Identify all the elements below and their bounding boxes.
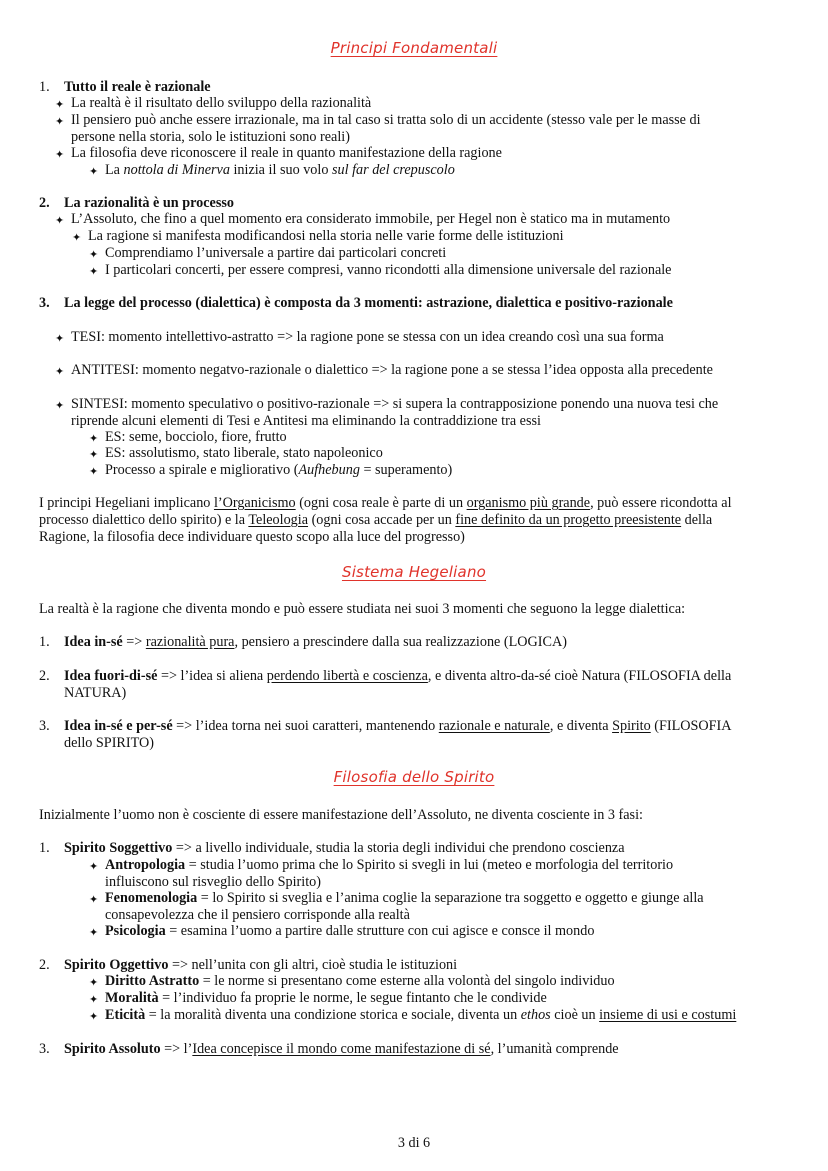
page-number: 3 di 6 xyxy=(397,1135,431,1151)
bullet-text: La realtà è il risultato dello sviluppo della razionalità xyxy=(71,95,372,111)
bullet-text-sintesi: SINTESI: momento speculativo o positivo-razionale => si supera la contrapposizione ponendo una nuova tesi che xyxy=(71,396,719,412)
bullet-icon: ✦ xyxy=(89,249,99,261)
list-text: Spirito Oggettivo => nell’unita con gli altri, cioè studia le istituzioni xyxy=(64,957,458,973)
bullet-text: La nottola di Minerva inizia il suo volo sul far del crepuscolo xyxy=(105,162,455,178)
bullet-icon: ✦ xyxy=(55,400,65,412)
paragraph-line: Ragione, la filosofia dece individuare questo scopo alla luce del progresso) xyxy=(39,529,465,545)
bullet-text: La ragione si manifesta modificandosi nella storia nelle varie forme delle istituzioni xyxy=(88,228,564,244)
list-number: 3. xyxy=(39,718,50,734)
list-text-cont: dello SPIRITO) xyxy=(64,735,154,751)
list-text: Idea in-sé => razionalità pura, pensiero a prescindere dalla sua realizzazione (LOGICA) xyxy=(64,634,567,650)
bullet-icon: ✦ xyxy=(89,449,99,461)
bullet-text: La filosofia deve riconoscere il reale in quanto manifestazione della ragione xyxy=(71,145,502,161)
bullet-icon: ✦ xyxy=(89,266,99,278)
bullet-text-cont: influiscono sul risveglio dello Spirito) xyxy=(105,874,321,890)
bullet-icon: ✦ xyxy=(55,366,65,378)
bullet-text-cont: riprende alcuni elementi di Tesi e Antitesi ma eliminando la contraddizione tra essi xyxy=(71,413,541,429)
bullet-text: I particolari concerti, per essere compresi, vanno ricondotti alla dimensione universale del razionale xyxy=(105,262,672,278)
list-number: 1. xyxy=(39,634,50,650)
bullet-text: ES: assolutismo, stato liberale, stato napoleonico xyxy=(105,445,383,461)
bullet-icon: ✦ xyxy=(89,894,99,906)
bullet-text: Processo a spirale e migliorativo (Aufhebung = superamento) xyxy=(105,462,453,478)
bullet-text: ES: seme, bocciolo, fiore, frutto xyxy=(105,429,287,445)
list-text: Spirito Soggettivo => a livello individuale, studia la storia degli individui che prendono coscienza xyxy=(64,840,625,856)
bullet-icon: ✦ xyxy=(89,977,99,989)
bullet-text: Moralità = l’individuo fa proprie le norme, le segue fintanto che le condivide xyxy=(105,990,547,1006)
list-text: Idea fuori-di-sé => l’idea si aliena perdendo libertà e coscienza, e diventa altro-da-sé cioè Natura (FILOSOFIA della xyxy=(64,668,732,684)
bullet-icon: ✦ xyxy=(89,1011,99,1023)
list-number: 3. xyxy=(39,1041,50,1057)
bullet-icon: ✦ xyxy=(89,166,99,178)
bullet-text: Psicologia = esamina l’uomo a partire dalle strutture con cui agisce e consce il mondo xyxy=(105,923,595,939)
bullet-text: Antropologia = studia l’uomo prima che lo Spirito si svegli in lui (meteo e morfologia del territorio xyxy=(105,857,674,873)
list-number: 1. xyxy=(39,840,50,856)
bullet-icon: ✦ xyxy=(55,215,65,227)
list-heading: La razionalità è un processo xyxy=(64,195,234,211)
bullet-icon: ✦ xyxy=(89,994,99,1006)
paragraph-line: processo dialettico dello spirito) e la Teleologia (ogni cosa accade per un fine definito da un progetto preesistente della xyxy=(39,512,713,528)
list-text: Spirito Assoluto => l’Idea concepisce il mondo come manifestazione di sé, l’umanità comprende xyxy=(64,1041,619,1057)
paragraph-line: Inizialmente l’uomo non è cosciente di essere manifestazione dell’Assoluto, ne diventa cosciente in 3 fasi: xyxy=(39,807,643,823)
bullet-text: Fenomenologia = lo Spirito si sveglia e l’anima coglie la separazione tra soggetto e oggetto e giunge alla xyxy=(105,890,704,906)
bullet-icon: ✦ xyxy=(89,466,99,478)
list-text: Idea in-sé e per-sé => l’idea torna nei suoi caratteri, mantenendo razionale e naturale, e diventa Spirito (FILOSOFIA xyxy=(64,718,732,734)
section-title-sistema: Sistema Hegeliano xyxy=(341,563,487,581)
bullet-icon: ✦ xyxy=(89,433,99,445)
section-title-principi: Principi Fondamentali xyxy=(330,39,498,57)
paragraph-line: I principi Hegeliani implicano l’Organicismo (ogni cosa reale è parte di un organismo più grande, può essere ricondotta al xyxy=(39,495,732,511)
paragraph-line: La realtà è la ragione che diventa mondo e può essere studiata nei suoi 3 momenti che seguono la legge dialettica: xyxy=(39,601,686,617)
bullet-text: Il pensiero può anche essere irrazionale, ma in tal caso si tratta solo di un accidente (stesso vale per le masse di xyxy=(71,112,701,128)
list-number: 2. xyxy=(39,957,50,973)
list-text-cont: NATURA) xyxy=(64,685,127,701)
bullet-text: Comprendiamo l’universale a partire dai particolari concreti xyxy=(105,245,447,261)
bullet-text-cont: consapevolezza che il pensiero corrisponde alla realtà xyxy=(105,907,410,923)
list-heading: La legge del processo (dialettica) è composta da 3 momenti: astrazione, dialettica e positivo-razionale xyxy=(64,295,673,311)
bullet-text: L’Assoluto, che fino a quel momento era considerato immobile, per Hegel non è statico ma in mutamento xyxy=(71,211,671,227)
bullet-icon: ✦ xyxy=(89,861,99,873)
bullet-text-antitesi: ANTITESI: momento negatvo-razionale o dialettico => la ragione pone a se stessa l’idea opposta alla precedente xyxy=(71,362,713,378)
bullet-icon: ✦ xyxy=(55,99,65,111)
list-number: 2. xyxy=(39,668,50,684)
bullet-icon: ✦ xyxy=(55,149,65,161)
list-number: 1. xyxy=(39,79,50,95)
bullet-text-tesi: TESI: momento intellettivo-astratto => la ragione pone se stessa con un idea creando così una sua forma xyxy=(71,329,664,345)
section-title-spirito: Filosofia dello Spirito xyxy=(333,768,495,786)
list-number: 2. xyxy=(39,195,50,211)
bullet-icon: ✦ xyxy=(72,232,82,244)
bullet-icon: ✦ xyxy=(89,927,99,939)
list-heading: Tutto il reale è razionale xyxy=(64,79,211,95)
bullet-icon: ✦ xyxy=(55,333,65,345)
bullet-text: Eticità = la moralità diventa una condizione storica e sociale, diventa un ethos cioè un insieme di usi e costumi xyxy=(105,1007,737,1023)
bullet-text: Diritto Astratto = le norme si presentano come esterne alla volontà del singolo individuo xyxy=(105,973,615,989)
list-number: 3. xyxy=(39,295,50,311)
bullet-icon: ✦ xyxy=(55,116,65,128)
bullet-text-cont: persone nella storia, solo le istituzioni sono reali) xyxy=(71,129,350,145)
